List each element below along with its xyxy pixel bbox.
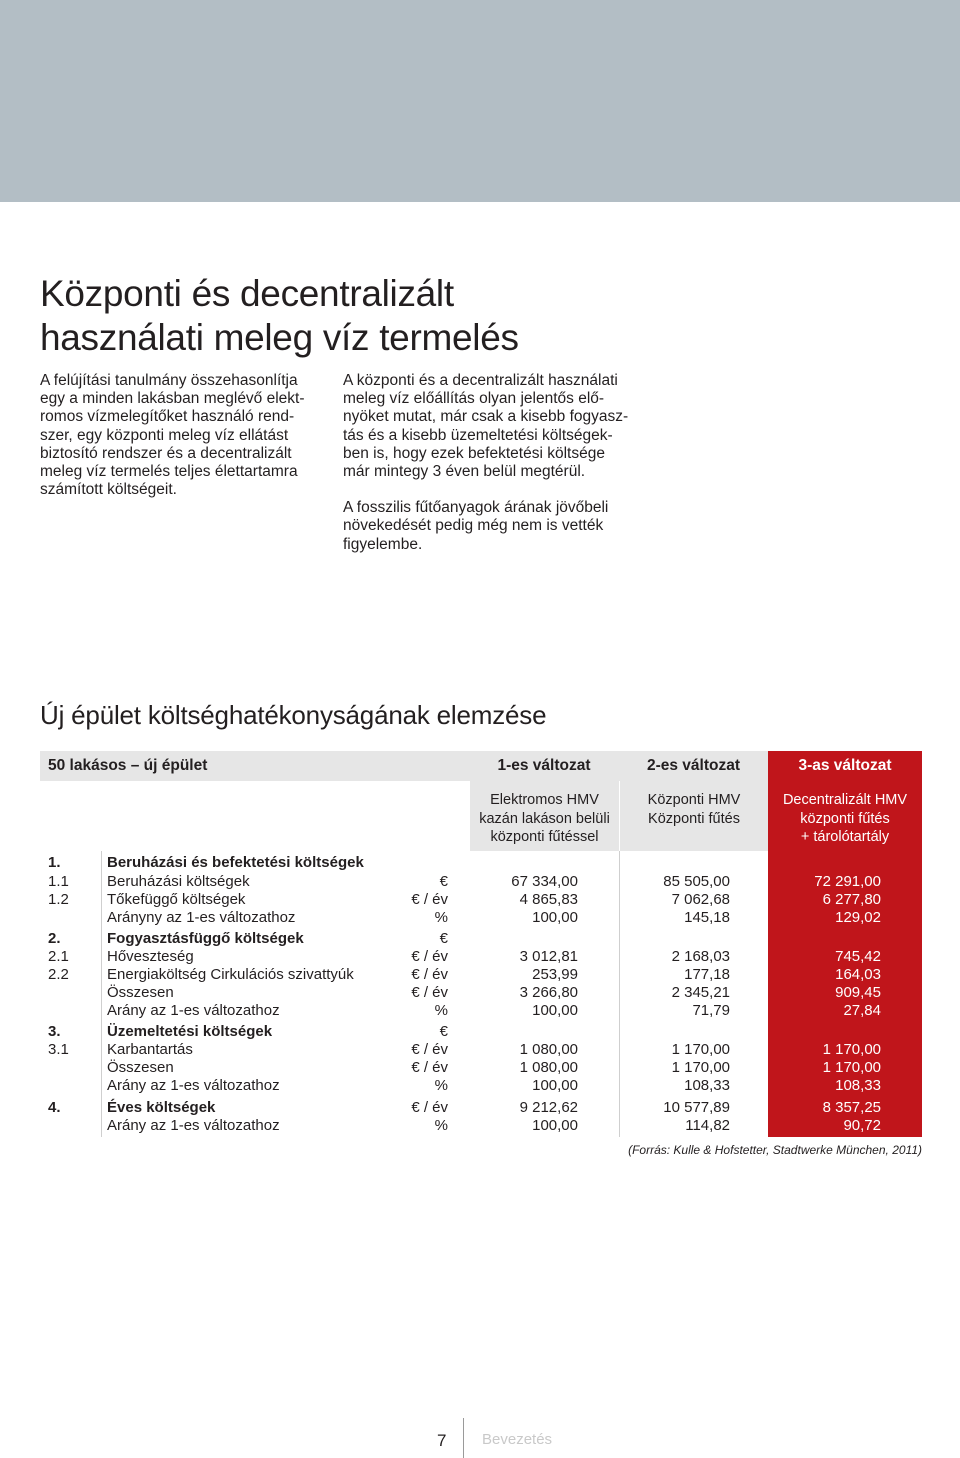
row-unit: € / év: [411, 1059, 448, 1076]
row-unit: %: [434, 1077, 448, 1094]
header-variant-3: 3-as változat: [798, 757, 892, 774]
fuel-note-line: növekedését pedig még nem is vették: [343, 517, 604, 535]
desc-line: központi fűtés: [800, 810, 890, 827]
table-row: [0, 984, 960, 1002]
row-label: Beruházási költségek: [107, 873, 250, 890]
desc-line: Elektromos HMV: [490, 792, 599, 808]
page-title: [40, 272, 519, 360]
benefits-paragraphs: [343, 372, 643, 554]
row-value-v3: 745,42: [835, 948, 881, 965]
header-building: 50 lakásos – új épület: [48, 757, 208, 774]
intro-line: számított költségeit.: [40, 481, 177, 499]
row-value-v2: 108,33: [684, 1077, 730, 1094]
intro-line: egy a minden lakásban meglévő elekt-: [40, 390, 305, 408]
row-number: 3.1: [48, 1041, 69, 1058]
desc-line: Decentralizált HMV: [782, 792, 908, 808]
row-unit: € / év: [411, 1041, 448, 1058]
desc-line: kazán lakáson belüli: [479, 810, 610, 827]
row-value-v1: 3 012,81: [519, 948, 578, 965]
intro-line: szer, egy központi meleg víz ellátást: [40, 426, 289, 444]
table-row: [0, 1117, 960, 1135]
table-row: [0, 854, 960, 872]
row-number: 1.2: [48, 891, 69, 908]
table-row: [0, 873, 960, 891]
table-row: [0, 1002, 960, 1020]
source-note: (Forrás: Kulle & Hofstetter, Stadtwerke München, 2011): [628, 1143, 922, 1157]
table-row: [0, 891, 960, 909]
row-value-v1: 100,00: [532, 1002, 578, 1019]
row-number: 4.: [48, 1099, 61, 1116]
title-line-1: Központi és decentralizált: [40, 273, 454, 314]
row-value-v2: 145,18: [684, 909, 730, 926]
row-label: Arányny az 1-es változathoz: [107, 909, 296, 926]
table-row: [0, 966, 960, 984]
row-unit: € / év: [411, 984, 448, 1001]
fuel-note-line: A fosszilis fűtőanyagok árának jövőbeli: [343, 499, 609, 517]
row-label: Tőkefüggő költségek: [107, 891, 246, 908]
table-row: [0, 909, 960, 927]
row-label: Üzemeltetési költségek: [107, 1023, 273, 1040]
row-label: Karbantartás: [107, 1041, 193, 1058]
row-label: Beruházási és befektetési költségek: [107, 854, 364, 871]
row-value-v1: 9 212,62: [519, 1099, 578, 1116]
row-value-v3: 129,02: [835, 909, 881, 926]
table-row: [0, 1059, 960, 1077]
footer-divider: [463, 1418, 464, 1458]
desc-variant-3: [768, 791, 922, 847]
fuel-note-line: figyelembe.: [343, 535, 423, 553]
row-value-v2: 2 168,03: [671, 948, 730, 965]
row-label: Összesen: [107, 984, 174, 1001]
row-value-v3: 164,03: [835, 966, 881, 983]
row-value-v2: 2 345,21: [671, 984, 730, 1001]
desc-variant-2: [620, 791, 768, 828]
row-value-v2: 114,82: [685, 1117, 730, 1134]
row-number: 2.2: [48, 966, 69, 983]
benefits-line: ben is, hogy ezek befektetési költsége: [343, 444, 605, 462]
row-value-v2: 1 170,00: [671, 1059, 730, 1076]
table-row: [0, 1099, 960, 1117]
desc-line: + tárolótartály: [800, 829, 890, 845]
row-label: Arány az 1-es változathoz: [107, 1002, 280, 1019]
intro-line: biztosító rendszer és a decentralizált: [40, 444, 292, 462]
row-value-v3: 1 170,00: [822, 1059, 881, 1076]
table-row: [0, 930, 960, 948]
row-value-v3: 909,45: [835, 984, 881, 1001]
table-row: [0, 1023, 960, 1041]
desc-line: Központi fűtés: [648, 810, 740, 827]
row-value-v2: 71,79: [692, 1002, 730, 1019]
desc-line: központi fűtéssel: [490, 829, 599, 845]
row-value-v3: 8 357,25: [822, 1099, 881, 1116]
table-row: [0, 948, 960, 966]
row-label: Összesen: [107, 1059, 174, 1076]
benefits-line: tás és a kisebb üzemeltetési költségek-: [343, 426, 613, 444]
benefits-line: meleg víz előállítás olyan jelentős elő-: [343, 390, 605, 408]
top-color-band: [0, 0, 960, 202]
row-label: Energiaköltség Cirkulációs szivattyúk: [107, 966, 354, 983]
row-value-v3: 6 277,80: [822, 891, 881, 908]
row-value-v1: 100,00: [532, 909, 578, 926]
row-number: 2.: [48, 930, 61, 947]
row-value-v1: 4 865,83: [519, 891, 578, 908]
desc-variant-1: [470, 791, 619, 847]
row-number: 1.: [48, 854, 61, 871]
intro-line: meleg víz termelés teljes élettartamra: [40, 463, 298, 481]
row-label: Fogyasztásfüggő költségek: [107, 930, 304, 947]
row-unit: €: [439, 1023, 448, 1040]
row-value-v1: 67 334,00: [511, 873, 578, 890]
desc-line: Központi HMV: [647, 792, 741, 808]
row-value-v1: 253,99: [532, 966, 578, 983]
row-unit: %: [434, 1117, 448, 1134]
row-number: 1.1: [48, 873, 69, 890]
row-value-v1: 1 080,00: [519, 1041, 578, 1058]
header-variant-2: 2-es változat: [646, 757, 741, 774]
row-unit: €: [439, 873, 448, 890]
row-value-v3: 1 170,00: [822, 1041, 881, 1058]
intro-line: romos vízmelegítőket használó rend-: [40, 408, 295, 426]
table-row: [0, 1041, 960, 1059]
row-label: Arány az 1-es változathoz: [107, 1077, 280, 1094]
row-number: 2.1: [48, 948, 69, 965]
section-name: Bevezetés: [482, 1431, 553, 1448]
row-label: Hőveszteség: [107, 948, 194, 965]
row-value-v1: 100,00: [532, 1117, 578, 1134]
page-number: 7: [437, 1431, 447, 1450]
row-unit: %: [434, 1002, 448, 1019]
intro-line: A felújítási tanulmány összehasonlítja: [40, 372, 298, 389]
benefits-line: A központi és a decentralizált használati: [343, 372, 618, 389]
row-unit: %: [434, 909, 448, 926]
row-label: Éves költségek: [107, 1099, 216, 1116]
row-unit: € / év: [411, 1099, 448, 1116]
row-unit: € / év: [411, 948, 448, 965]
row-unit: € / év: [411, 891, 448, 908]
row-value-v3: 27,84: [843, 1002, 881, 1019]
row-value-v2: 10 577,89: [663, 1099, 730, 1116]
row-value-v2: 177,18: [684, 966, 730, 983]
row-number: 3.: [48, 1023, 61, 1040]
row-value-v3: 72 291,00: [814, 873, 881, 890]
benefits-line: már mintegy 3 éven belül megtérül.: [343, 463, 586, 481]
intro-paragraph: [40, 372, 320, 499]
row-value-v1: 100,00: [532, 1077, 578, 1094]
row-unit: €: [439, 930, 448, 947]
title-line-2: használati meleg víz termelés: [40, 317, 519, 358]
paragraph-gap: [343, 481, 643, 499]
row-value-v2: 7 062,68: [671, 891, 730, 908]
row-value-v2: 1 170,00: [671, 1041, 730, 1058]
row-unit: € / év: [411, 966, 448, 983]
row-value-v1: 1 080,00: [519, 1059, 578, 1076]
row-value-v3: 90,72: [843, 1117, 881, 1134]
benefits-line: nyöket mutat, már csak a kisebb fogyasz-: [343, 408, 629, 426]
row-value-v3: 108,33: [835, 1077, 881, 1094]
table-row: [0, 1077, 960, 1095]
header-variant-1: 1-es változat: [497, 757, 591, 774]
row-label: Arány az 1-es változathoz: [107, 1117, 280, 1134]
row-value-v2: 85 505,00: [663, 873, 730, 890]
table-title: Új épület költséghatékonyságának elemzése: [40, 700, 547, 730]
row-value-v1: 3 266,80: [519, 984, 578, 1001]
